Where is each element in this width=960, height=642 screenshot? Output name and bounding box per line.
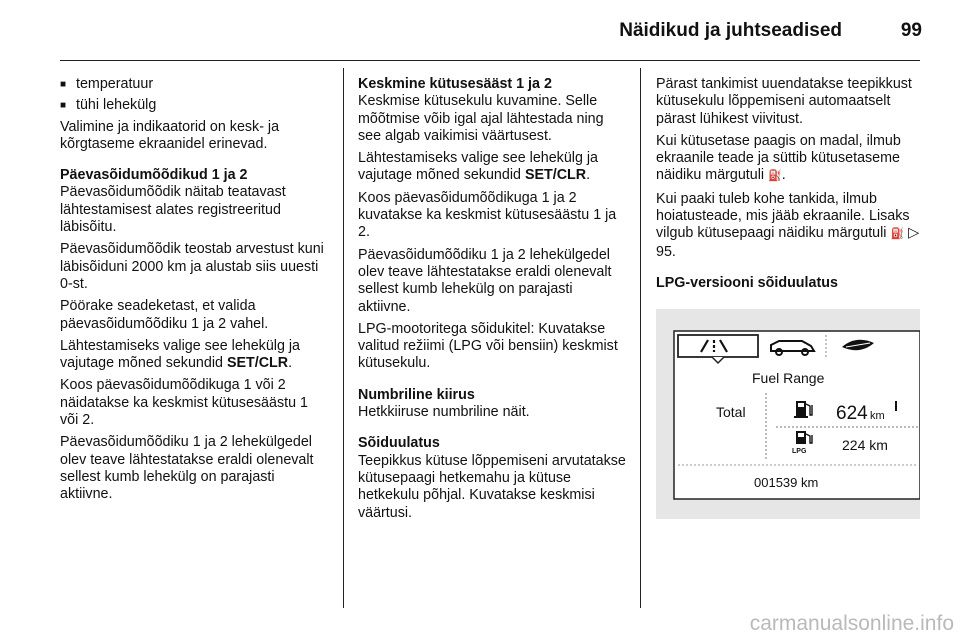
paragraph-text: Lähtestamiseks valige see lehekülg ja vajutage mõned sekundid — [358, 150, 599, 184]
fuel-range-display-figure — [656, 309, 920, 519]
odometer-value: 001539 km — [754, 475, 819, 490]
fuel-range-value: 624 — [836, 403, 868, 424]
watermark: carmanualsonline.info — [749, 612, 954, 635]
page-number: 99 — [900, 20, 922, 41]
paragraph: Hetkkiiruse numbriline näit. — [358, 404, 530, 421]
lpg-range-value: 224 km — [842, 437, 888, 453]
paragraph-text: Kui kütusetase paagis on madal, ilmub ekraanile teade ja süttib kütusetaseme näidiku märgutuli — [656, 132, 901, 184]
column-divider — [640, 68, 641, 608]
paragraph: Lähtestamiseks valige see lehekülg ja vajutage mõned sekundid SET/CLR. — [358, 150, 599, 184]
page-header — [0, 0, 960, 60]
column-divider — [343, 68, 344, 608]
section-heading: Keskmine kütusesääst 1 ja 2 — [358, 76, 552, 92]
list-item: ■ tühi lehekülg — [60, 97, 328, 114]
display-illustration — [656, 309, 920, 519]
list-item: ■ temperatuur — [60, 76, 328, 93]
total-label: Total — [716, 404, 746, 420]
section-heading: Numbriline kiirus — [358, 386, 475, 403]
paragraph: Koos päevasõidumõõdikuga 1 või 2 näidatakse ka keskmist kütusesäästu 1 või 2. — [60, 377, 308, 429]
column-left — [60, 76, 328, 509]
paragraph: Teepikkus kütuse lõppemiseni arvutatakse kütusepaagi hetkemahu ja kütuse hetkekulu põhjal. Kuvatakse keskmisi väärtusi. — [358, 452, 626, 521]
paragraph-text: Lähtestamiseks valige see lehekülg ja vajutage mõned sekundid — [60, 337, 301, 372]
section-heading: Päevasõidumõõdikud 1 ja 2 — [60, 167, 248, 184]
page-title: Näidikud ja juhtseadised — [619, 20, 842, 41]
fuel-range-unit: km — [870, 410, 885, 422]
key-label: SET/CLR — [524, 167, 587, 184]
paragraph: LPG-mootoritega sõidukitel: Kuvatakse valitud režiimi (LPG või bensiin) keskmist kütusekulu. — [358, 320, 618, 372]
paragraph: Päevasõidumõõdik näitab teatavast lähtestamisest alates registreeritud läbisõitu. — [60, 184, 286, 236]
paragraph-text: Kui paaki tuleb kohe tankida, ilmub hoiatusteade, mis jääb ekraanile. Lisaks vilgub kütusepaagi näidiku märgutuli — [656, 190, 910, 242]
section-heading: Sõiduulatus — [358, 435, 440, 452]
paragraph: Pärast tankimist uuendatakse teepikkust kütusekulu lõppemiseni automaatselt pärast lühikest viivitust. — [656, 76, 912, 127]
page-reference-icon: ▷ — [908, 225, 920, 242]
paragraph: Lähtestamiseks valige see lehekülg ja vajutage mõned sekundid SET/CLR. — [60, 337, 301, 372]
paragraph: Päevasõidumõõdiku 1 ja 2 lehekülgedel olev teave lähtestatakse eraldi olenevalt sellest kumb lehekülg on parajasti aktiivne. — [358, 246, 612, 315]
paragraph: Keskmise kütusekulu kuvamine. Selle mõõtmise võib igal ajal lähtestada ning see algab vaikimisi väärtusest. — [358, 93, 604, 144]
page-reference: 95. — [656, 243, 676, 260]
paragraph: Päevasõidumõõdiku 1 ja 2 lehekülgedel olev teave lähtestatakse eraldi olenevalt sellest kumb lehekülg on parajasti aktiivne. — [60, 434, 314, 503]
tab-trip — [678, 335, 758, 357]
column-right — [656, 76, 924, 292]
key-label: SET/CLR — [226, 355, 289, 372]
fuel-pump-icon: ⛽ — [890, 228, 905, 241]
column-middle — [358, 76, 626, 527]
paragraph: Kui kütusetase paagis on madal, ilmub ekraanile teade ja süttib kütusetaseme näidiku märgutuli ⛽. — [656, 132, 901, 184]
display-title: Fuel Range — [752, 370, 825, 386]
paragraph: Koos päevasõidumõõdikuga 1 ja 2 kuvatakse ka keskmist kütusesäästu 1 ja 2. — [358, 189, 617, 241]
section-heading: LPG-versiooni sõiduulatus — [656, 274, 838, 291]
paragraph: Valimine ja indikaatorid on kesk- ja kõrgtaseme ekraanidel erinevad. — [60, 118, 280, 152]
paragraph: Päevasõidumõõdik teostab arvestust kuni läbisõiduni 2000 km ja alustab siis uuesti 0-st. — [60, 241, 324, 292]
paragraph — [656, 191, 924, 261]
scroll-indicator — [895, 401, 897, 411]
paragraph: Pöörake seadeketast, et valida päevasõidumõõdiku 1 ja 2 vahel. — [60, 298, 269, 332]
lpg-label: LPG — [792, 448, 807, 455]
header-divider — [60, 60, 920, 61]
fuel-pump-icon: ⛽ — [768, 170, 782, 183]
